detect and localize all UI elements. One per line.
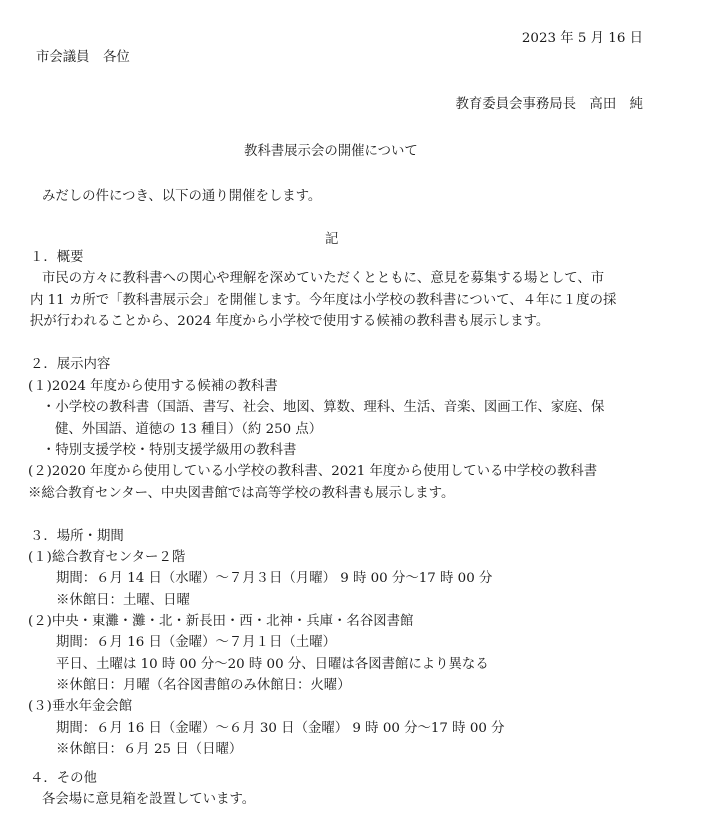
overview-line: 択が行われることから、2024 年度から小学校で使用する候補の教科書も展示します。 <box>30 314 550 329</box>
venue-3-name: (３)垂水年金会館 <box>28 699 133 714</box>
contents-bullet-2: ・特別支援学校・特別支援学級用の教科書 <box>42 443 297 458</box>
venue-1-closed: ※休館日：土曜、日曜 <box>56 593 190 608</box>
overview-line: 市民の方々に教科書への関心や理解を深めていただくとともに、意見を募集する場として、市 <box>42 271 605 286</box>
section-heading-overview: １．概要 <box>30 250 84 265</box>
overview-line: 内 11 カ所で「教科書展示会」を開催します。今年度は小学校の教科書について、４年に１度の採 <box>30 293 617 308</box>
intro-text: みだしの件につき、以下の通り開催をします。 <box>42 189 322 204</box>
venue-2-period: 期間：６月 16 日（金曜）～７月１日（土曜） <box>56 635 336 650</box>
venue-1-period: 期間：６月 14 日（水曜）～７月３日（月曜） 9 時 00 分～17 時 00 分 <box>56 571 493 586</box>
venue-2-closed: ※休館日：月曜（名谷図書館のみ休館日：火曜） <box>56 678 351 693</box>
contents-item-2: (２)2020 年度から使用している小学校の教科書、2021 年度から使用している中学校の教科書 <box>28 464 598 479</box>
recipient-line: 市会議員 各位 <box>36 50 130 65</box>
contents-note: ※総合教育センター、中央図書館では高等学校の教科書も展示します。 <box>28 486 455 501</box>
contents-bullet-line: 健、外国語、道徳の 13 種目）（約 250 点） <box>55 422 323 437</box>
section-heading-contents: ２．展示内容 <box>30 357 111 372</box>
ki-marker: 記 <box>325 232 339 247</box>
contents-bullet-line: ・小学校の教科書（国語、書写、社会、地図、算数、理科、生活、音楽、図画工作、家庭、保 <box>42 400 605 415</box>
contents-item-1: (１)2024 年度から使用する候補の教科書 <box>28 379 278 394</box>
venue-2-hours: 平日、土曜は 10 時 00 分～20 時 00 分、日曜は各図書館により異なる <box>56 657 489 672</box>
sender-line: 教育委員会事務局長 高田 純 <box>455 97 643 112</box>
section-heading-venues: ３．場所・期間 <box>30 529 124 544</box>
venue-3-period: 期間：６月 16 日（金曜）～６月 30 日（金曜） 9 時 00 分～17 時 00 分 <box>56 721 505 736</box>
venue-1-name: (１)総合教育センター２階 <box>28 550 186 565</box>
document-date: 2023 年 5 月 16 日 <box>521 31 643 46</box>
other-body: 各会場に意見箱を設置しています。 <box>42 792 256 807</box>
document-title: 教科書展示会の開催について <box>244 144 418 159</box>
section-heading-other: ４．その他 <box>30 771 97 786</box>
venue-3-closed: ※休館日：６月 25 日（日曜） <box>56 742 243 757</box>
venue-2-name: (２)中央・東灘・灘・北・新長田・西・北神・兵庫・名谷図書館 <box>28 614 414 629</box>
